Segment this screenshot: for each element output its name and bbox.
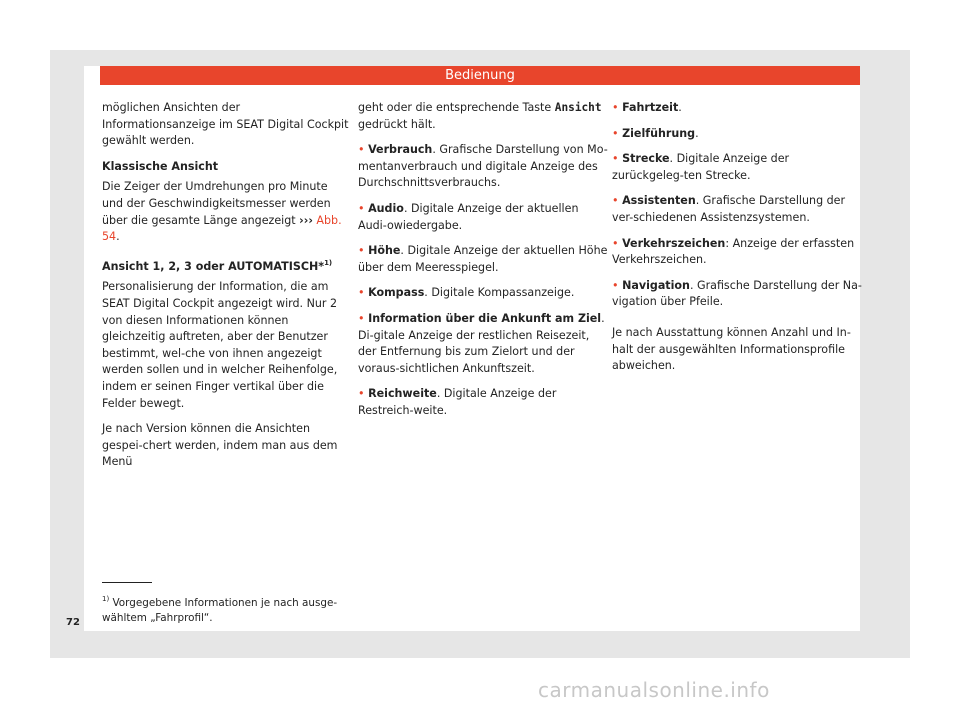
item-desc: . Grafische Darstellung von Mo-mentanverbrauch und digitale Anzeige des Durchschnittsverbrauchs.	[358, 143, 608, 190]
item-desc: . Grafische Darstellung der Na-vigation über Pfeile.	[612, 278, 862, 309]
item-desc: . Grafische Darstellung der ver-schiedenen Assistenzsystemen.	[612, 194, 846, 224]
bullet-icon: •	[358, 387, 365, 401]
reference-arrows: ›››	[299, 213, 313, 227]
column-middle	[358, 100, 608, 429]
item-term: Strecke	[622, 152, 670, 166]
bullet-icon: •	[358, 286, 365, 300]
item-term: Zielführung	[622, 126, 696, 140]
item-desc: .	[695, 126, 699, 140]
version-paragraph: Je nach Version können die Ansichten gespei-chert werden, indem man aus dem Menü	[102, 422, 338, 469]
bullet-icon: •	[612, 194, 619, 208]
item-desc: .	[678, 101, 682, 114]
intro-paragraph: möglichen Ansichten der Informationsanzeige im SEAT Digital Cockpit gewählt werden.	[102, 101, 349, 148]
column-left	[102, 100, 352, 480]
list-item	[612, 100, 862, 117]
item-desc: . Digitale Anzeige der aktuellen Höhe über dem Meeresspiegel.	[358, 244, 608, 274]
item-term: Assistenten	[622, 194, 696, 208]
item-desc: . Digitale Anzeige der aktuellen Audi-owiedergabe.	[358, 201, 579, 232]
section-header: Bedienung	[100, 66, 860, 85]
item-term: Kompass	[368, 286, 425, 300]
list-item	[358, 311, 608, 377]
bullet-icon: •	[612, 278, 619, 292]
bullet-icon: •	[612, 101, 619, 114]
bullet-icon: •	[612, 152, 619, 166]
classic-view-paragraph	[102, 179, 352, 245]
item-term: Verkehrszeichen	[622, 236, 726, 250]
item-desc: . Digitale Anzeige der zurückgeleg-ten Strecke.	[612, 152, 790, 182]
item-term: Verbrauch	[368, 143, 433, 157]
key-label: Ansicht	[554, 101, 602, 114]
footnote-text: Vorgegebene Informationen je nach ausge-wähltem „Fahrprofil“.	[102, 597, 338, 624]
item-desc: . Di-gitale Anzeige der restlichen Reisezeit, der Entfernung bis zum Zielort und der voraus-sichtlichen Ankunftszeit.	[358, 311, 605, 375]
view-paragraph: Personalisierung der Information, die am SEAT Digital Cockpit angezeigt wird. Nur 2 von diesen Informationen können gleichzeitig auftreten, aber der Benutzer bestimmt, wel-che von ihnen angezeigt werden sollen und in welcher Reihenfolge, indem er seinen Finger vertikal über die Felder bewegt.	[102, 280, 338, 410]
bullet-icon: •	[358, 311, 365, 325]
list-item	[612, 193, 862, 226]
list-item	[358, 142, 608, 192]
closing-paragraph: Je nach Ausstattung können Anzahl und In-halt der ausgewählten Informationsprofile abweichen.	[612, 325, 851, 373]
list-item	[358, 243, 608, 276]
item-term: Reichweite	[368, 387, 437, 401]
bullet-icon: •	[358, 201, 365, 215]
bullet-icon: •	[612, 236, 619, 250]
bullet-icon: •	[612, 126, 619, 140]
list-item	[612, 126, 862, 143]
list-item	[612, 151, 862, 184]
footnote-reference: 1)	[324, 258, 333, 267]
intro-text: geht oder die entsprechende Taste	[358, 101, 552, 114]
view-heading	[102, 255, 352, 276]
view-heading-text: Ansicht 1, 2, 3 oder AUTOMATISCH*	[102, 259, 325, 273]
classic-view-heading: Klassische Ansicht	[102, 159, 219, 173]
item-term: Navigation	[622, 278, 690, 292]
list-item	[358, 386, 608, 419]
item-desc: . Digitale Anzeige der Restreich-weite.	[358, 387, 557, 417]
item-term: Fahrtzeit	[622, 101, 679, 114]
page-number: 72	[66, 617, 80, 628]
bullet-icon: •	[358, 244, 365, 258]
intro-paragraph	[358, 100, 608, 133]
item-term: Information über die Ankunft am Ziel	[368, 311, 602, 325]
item-term: Audio	[368, 201, 404, 215]
footnote-marker: 1)	[102, 595, 110, 603]
footnote	[102, 592, 342, 626]
bullet-icon: •	[358, 143, 365, 157]
list-item	[358, 285, 608, 302]
intro-text-end: gedrückt hält.	[358, 117, 436, 131]
list-item	[612, 236, 862, 269]
item-desc: : Anzeige der erfassten Verkehrszeichen.	[612, 236, 855, 267]
column-right	[612, 100, 862, 384]
watermark: carmanualsonline.info	[538, 678, 770, 702]
list-item	[358, 201, 608, 234]
classic-view-text: Die Zeiger der Umdrehungen pro Minute und der Geschwindigkeitsmesser werden über die gesamte Länge angezeigt	[102, 180, 331, 227]
list-item	[612, 278, 862, 311]
figure-reference-link[interactable]: Abb. 54	[102, 213, 342, 244]
period: .	[116, 230, 120, 244]
item-desc: . Digitale Kompassanzeige.	[424, 286, 575, 300]
item-term: Höhe	[368, 244, 401, 258]
footnote-divider	[102, 582, 152, 583]
